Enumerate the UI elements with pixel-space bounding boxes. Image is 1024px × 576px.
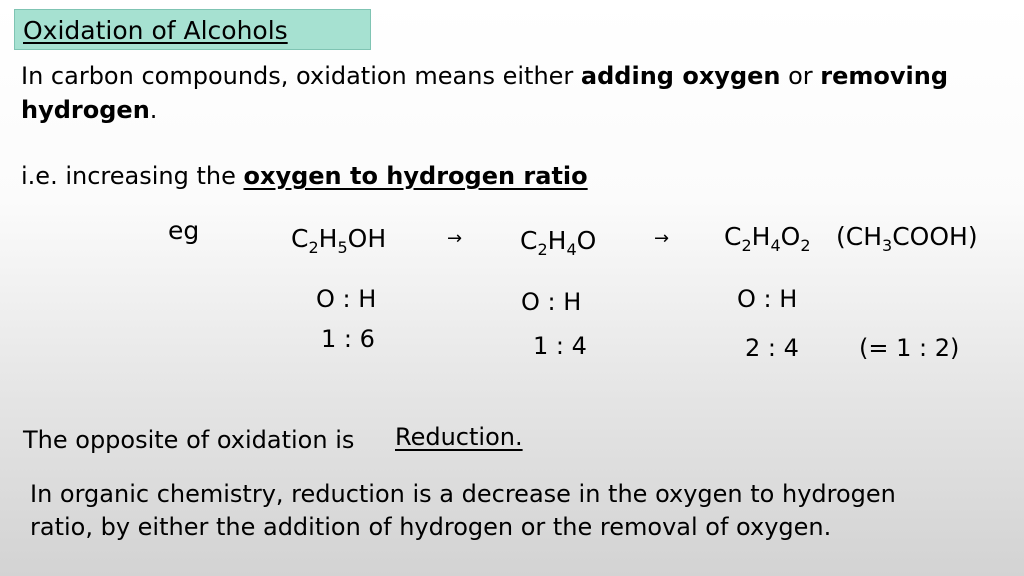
- intro-end: .: [149, 96, 158, 124]
- ratio-value-ethanal: 1 : 4: [533, 332, 587, 360]
- eg-label: eg: [168, 216, 200, 245]
- intro-bold-hydrogen: hydrogen: [21, 96, 150, 124]
- definition-line-1: In organic chemistry, reduction is a decrease in the oxygen to hydrogen: [30, 480, 896, 508]
- intro-text-2: or: [780, 62, 821, 90]
- definition-line-2: ratio, by either the addition of hydrogen or the removal of oxygen.: [30, 513, 832, 541]
- reaction-arrow-1: →: [447, 228, 463, 249]
- formula-ethanol: $C_2H_5OH$: [291, 224, 387, 257]
- ratio-line: [21, 159, 588, 193]
- ratio-label-ethanol: O : H: [316, 285, 377, 313]
- page-title: Oxidation of Alcohols: [23, 16, 288, 45]
- ratio-label-ethanoic: O : H: [737, 285, 798, 313]
- ratio-value-ethanoic: 2 : 4: [745, 334, 799, 362]
- formula-ethanal: $C_2H_4O$: [520, 226, 597, 259]
- title-banner: [14, 9, 371, 50]
- intro-line-2: [21, 93, 157, 127]
- ratio-value-ethanol: 1 : 6: [321, 325, 375, 353]
- ratio-prefix: i.e. increasing the: [21, 162, 244, 190]
- formula-acetic-acid: $(CH_3COOH)$: [836, 222, 978, 255]
- intro-bold-removing: removing: [820, 62, 949, 90]
- intro-line-1: [21, 59, 948, 93]
- intro-text-1: In carbon compounds, oxidation means either: [21, 62, 581, 90]
- reaction-arrow-2: →: [654, 228, 670, 249]
- ratio-label-ethanal: O : H: [521, 288, 582, 316]
- opposite-answer: Reduction.: [395, 423, 523, 451]
- ratio-simplified: (= 1 : 2): [859, 334, 960, 362]
- intro-bold-adding-oxygen: adding oxygen: [580, 62, 781, 90]
- opposite-text: The opposite of oxidation is: [23, 426, 355, 454]
- formula-ethanoic-acid: $C_2H_4O_2$: [724, 222, 811, 255]
- ratio-emphasis: oxygen to hydrogen ratio: [243, 162, 588, 190]
